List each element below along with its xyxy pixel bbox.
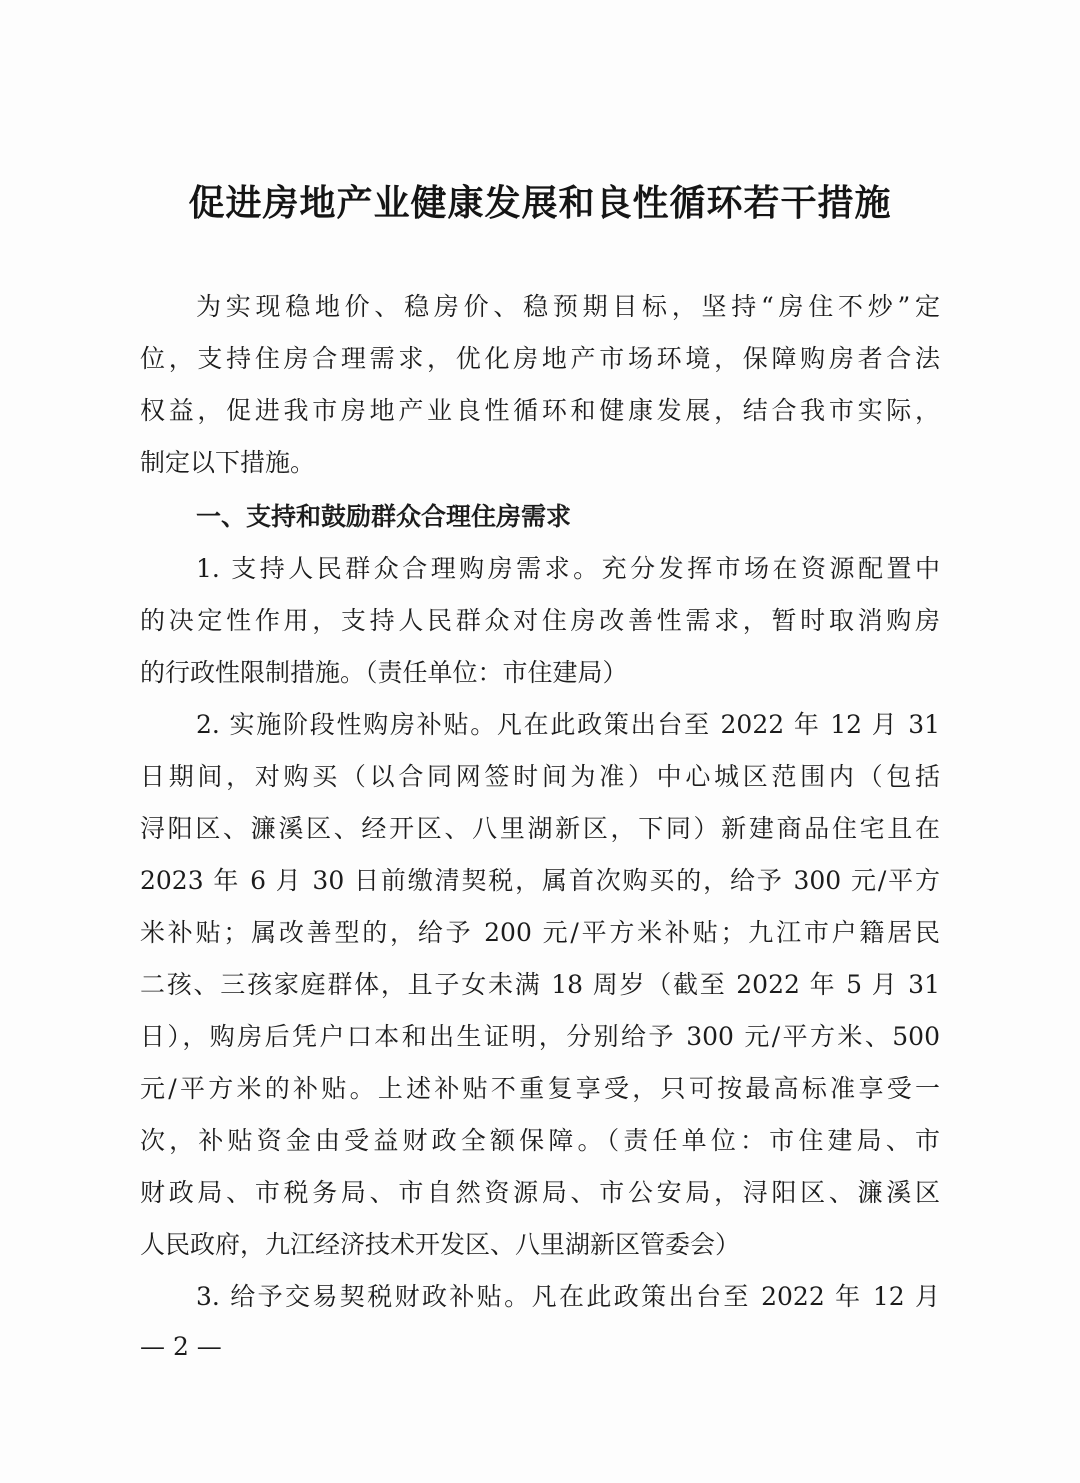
paragraph-line: 二孩、三孩家庭群体，且子女未满 18 周岁（截至 2022 年 5 月 31 (140, 970, 940, 999)
section-heading: 一、支持和鼓励群众合理住房需求 (196, 502, 572, 531)
paragraph-line: 2023 年 6 月 30 日前缴清契税，属首次购买的，给予 300 元/平方 (140, 866, 940, 895)
paragraph-line: 制定以下措施。 (140, 448, 316, 477)
paragraph-line: 的行政性限制措施。（责任单位：市住建局） (140, 658, 628, 687)
paragraph-line: 日期间，对购买（以合同网签时间为准）中心城区范围内（包括 (140, 762, 940, 791)
paragraph-line: 财政局、市税务局、市自然资源局、市公安局，浔阳区、濂溪区 (140, 1178, 940, 1207)
paragraph-line: 位，支持住房合理需求，优化房地产市场环境，保障购房者合法 (140, 344, 940, 373)
document-title: 促进房地产业健康发展和良性循环若干措施 (188, 183, 892, 224)
paragraph-line: 2. 实施阶段性购房补贴。凡在此政策出台至 2022 年 12 月 31 (196, 710, 940, 739)
paragraph-line: 1. 支持人民群众合理购房需求。充分发挥市场在资源配置中 (196, 554, 940, 583)
paragraph-line: 的决定性作用，支持人民群众对住房改善性需求，暂时取消购房 (140, 606, 940, 635)
paragraph-line: 人民政府，九江经济技术开发区、八里湖新区管委会） (140, 1230, 741, 1259)
paragraph-line: 元/平方米的补贴。上述补贴不重复享受，只可按最高标准享受一 (140, 1074, 940, 1103)
paragraph-line: 米补贴；属改善型的，给予 200 元/平方米补贴；九江市户籍居民 (140, 918, 940, 947)
paragraph-line: 浔阳区、濂溪区、经开区、八里湖新区，下同）新建商品住宅且在 (140, 814, 940, 843)
paragraph-line: 日），购房后凭户口本和出生证明，分别给予 300 元/平方米、500 (140, 1022, 940, 1051)
paragraph-line: 次，补贴资金由受益财政全额保障。（责任单位：市住建局、市 (140, 1126, 940, 1155)
paragraph-line: 为实现稳地价、稳房价、稳预期目标，坚持“房住不炒”定 (196, 292, 940, 321)
paragraph-line: 权益，促进我市房地产业良性循环和健康发展，结合我市实际， (140, 396, 940, 425)
paragraph-line: 3. 给予交易契税财政补贴。凡在此政策出台至 2022 年 12 月 (196, 1282, 940, 1311)
page-number: — 2 — (140, 1332, 222, 1361)
